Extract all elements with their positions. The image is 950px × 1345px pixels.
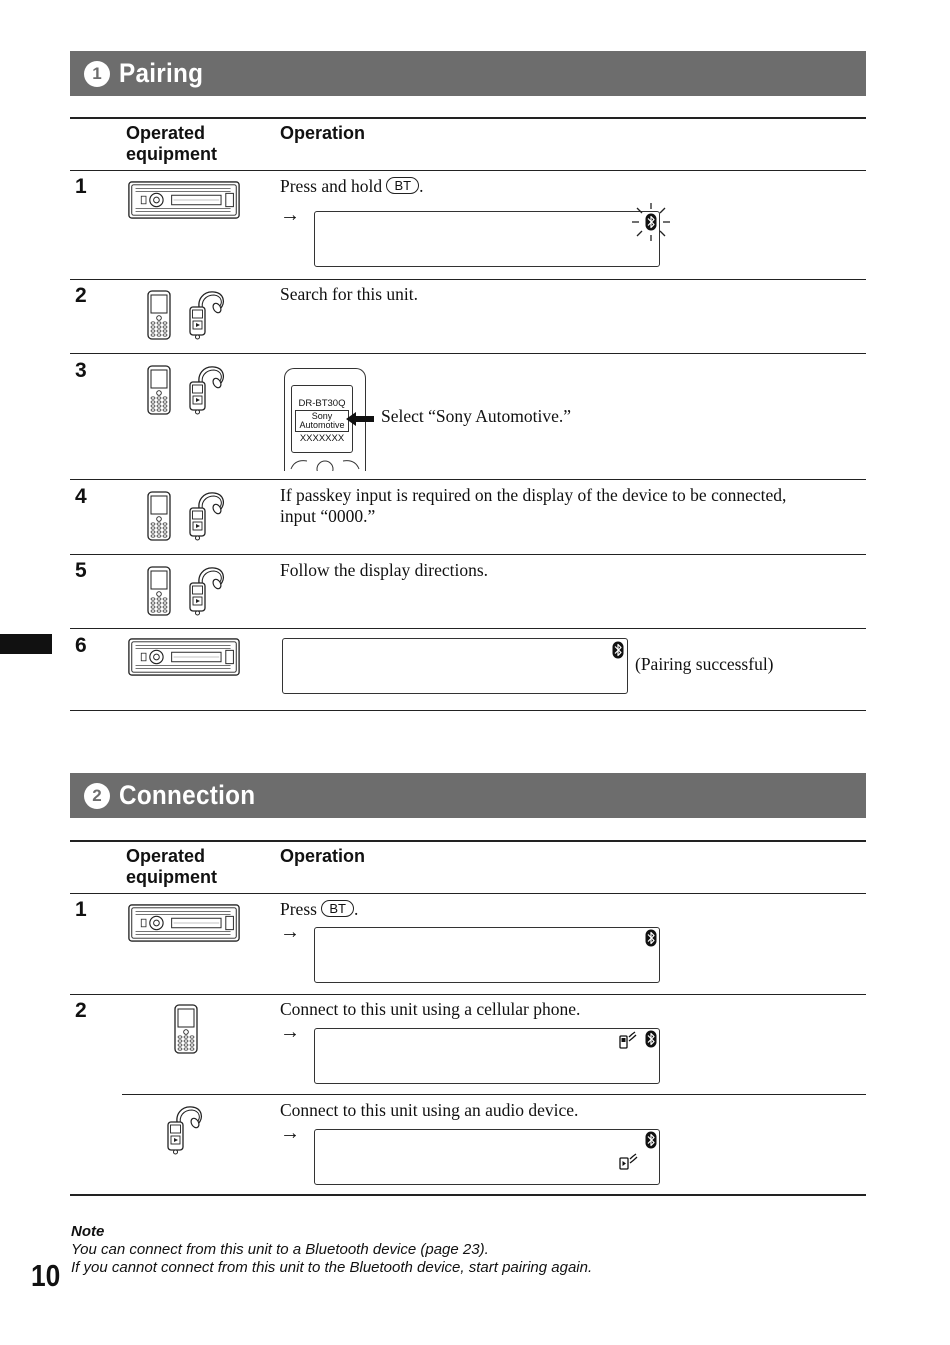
table-top-rule: [70, 117, 866, 119]
display-panel: [314, 1028, 660, 1084]
pairing-section-header: [70, 51, 866, 96]
note-line: You can connect from this unit to a Bluetooth device (page 23).: [71, 1241, 489, 1258]
step-instruction: Search for this unit.: [280, 284, 419, 304]
cellular-phone-icon: [147, 491, 171, 541]
row-rule: [70, 353, 866, 354]
cellular-phone-icon: [147, 566, 171, 616]
display-panel: [314, 211, 660, 267]
car-stereo-icon: [125, 638, 243, 676]
selected-device-line1: Sony: [311, 411, 333, 421]
step-number: 5: [75, 559, 87, 582]
car-stereo-icon: [125, 904, 243, 942]
step-instruction: [280, 899, 358, 920]
column-header-equipment-line1: Operated: [126, 123, 206, 143]
pointer-arrow-icon: [344, 410, 376, 428]
row-rule: [122, 1094, 866, 1095]
display-panel: [314, 927, 660, 983]
phone-connected-icon: [618, 1030, 638, 1050]
column-header-equipment: [126, 846, 217, 888]
instruction-text: Press and hold: [280, 176, 387, 196]
step-instruction: [280, 176, 423, 197]
device-name-item: DR-BT30Q: [298, 398, 346, 409]
column-header-equipment-line1: Operated: [126, 846, 206, 866]
instruction-punct: .: [419, 176, 424, 196]
note-line: If you cannot connect from this unit to the Bluetooth device, start pairing again.: [71, 1259, 593, 1276]
result-arrow: →: [280, 1122, 300, 1144]
connection-section-number: 2: [84, 783, 110, 809]
cellular-phone-icon: [147, 365, 171, 415]
audio-device-icon: [164, 1104, 204, 1156]
cellular-phone-icon: [174, 1004, 198, 1054]
connection-section-title: Connection: [119, 780, 256, 810]
column-header-operation: Operation: [280, 846, 366, 866]
bluetooth-icon: [645, 1030, 657, 1048]
step-number: 4: [75, 485, 87, 508]
selected-device-item: [295, 410, 349, 432]
result-arrow: →: [280, 204, 300, 226]
header-rule: [70, 170, 866, 171]
display-panel: [282, 638, 628, 694]
device-name-item: XXXXXXX: [299, 433, 345, 444]
column-header-operation: Operation: [280, 123, 366, 143]
bt-key-icon: BT: [386, 177, 419, 194]
result-arrow: →: [280, 921, 300, 943]
instruction-line2: input “0000.”: [280, 506, 376, 526]
audio-device-icon: [186, 289, 226, 341]
phone-keypad-top: [289, 455, 361, 471]
step-number: 2: [75, 284, 87, 307]
row-rule: [70, 628, 866, 629]
section-tab-marker: [0, 634, 52, 654]
cellular-phone-icon: [147, 290, 171, 340]
display-panel: [314, 1129, 660, 1185]
column-header-equipment-line2: equipment: [126, 144, 218, 164]
selected-device-line2: Automotive: [299, 420, 345, 430]
result-arrow: →: [280, 1021, 300, 1043]
step-number: 6: [75, 634, 87, 657]
instruction-line1: If passkey input is required on the display of the device to be connected,: [280, 485, 787, 505]
pairing-section-title: Pairing: [119, 58, 204, 88]
row-rule: [70, 479, 866, 480]
row-rule: [70, 554, 866, 555]
instruction-text: Press: [280, 899, 322, 919]
step-instruction: Connect to this unit using a cellular phone.: [280, 999, 581, 1019]
row-rule: [70, 279, 866, 280]
audio-connected-icon: [618, 1151, 638, 1171]
step-instruction: Connect to this unit using an audio device.: [280, 1100, 579, 1120]
step-number: 1: [75, 898, 87, 921]
row-rule: [70, 994, 866, 995]
pairing-section-number: 1: [84, 61, 110, 87]
bluetooth-icon: [612, 641, 624, 659]
car-stereo-icon: [125, 181, 243, 219]
step-number: 2: [75, 999, 87, 1022]
step-number: 3: [75, 359, 87, 382]
status-text: (Pairing successful): [635, 654, 774, 674]
column-header-equipment-line2: equipment: [126, 867, 218, 887]
column-header-equipment: [126, 123, 217, 165]
table-bottom-rule: [70, 710, 866, 711]
bluetooth-blinking-icon: [630, 201, 672, 243]
audio-device-icon: [186, 565, 226, 617]
table-top-rule: [70, 840, 866, 842]
step-number: 1: [75, 175, 87, 198]
connection-section-header: [70, 773, 866, 818]
bluetooth-icon: [645, 1131, 657, 1149]
audio-device-icon: [186, 364, 226, 416]
table-bottom-rule: [70, 1194, 866, 1196]
bluetooth-icon: [645, 929, 657, 947]
audio-device-icon: [186, 490, 226, 542]
instruction-punct: .: [353, 899, 359, 919]
page-number: 10: [31, 1258, 61, 1293]
note-title: Note: [71, 1223, 105, 1240]
bt-key-icon: BT: [321, 900, 354, 917]
header-rule: [70, 893, 866, 894]
step-instruction: [280, 485, 786, 527]
step-instruction: Follow the display directions.: [280, 560, 489, 580]
step-instruction: Select “Sony Automotive.”: [381, 406, 572, 426]
